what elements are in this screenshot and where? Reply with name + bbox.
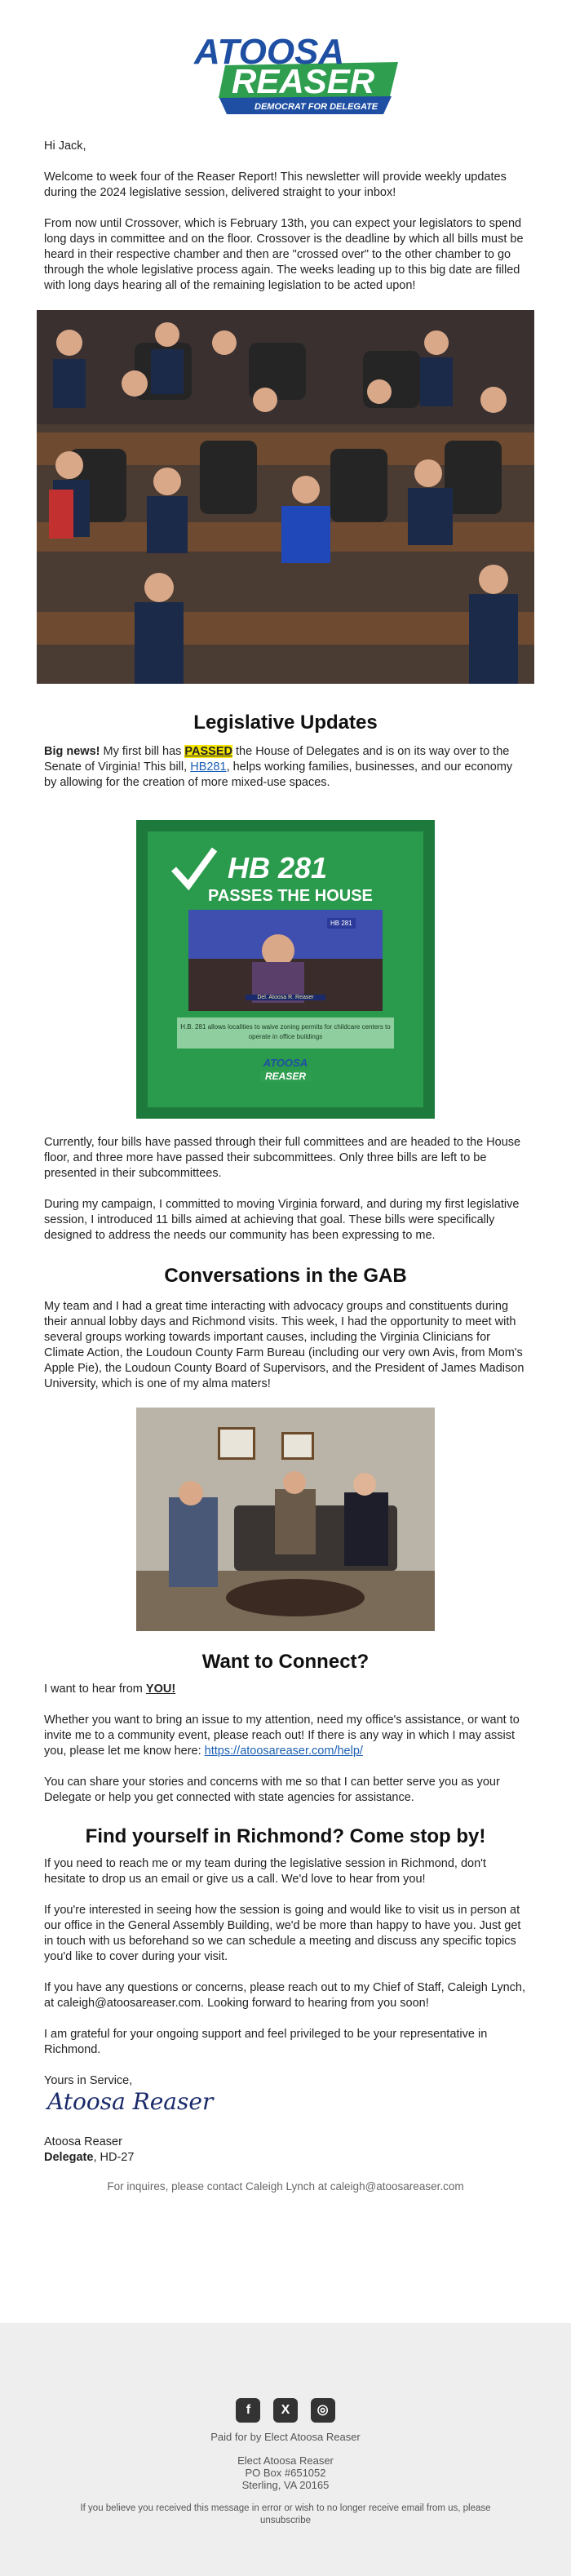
you-emphasis: YOU! (145, 1683, 176, 1696)
graphic-subtitle: PASSES THE HOUSE (208, 887, 373, 905)
instagram-icon[interactable]: ◎ (311, 2398, 335, 2423)
logo-name-bottom: REASER (232, 62, 375, 100)
want-to-hear-line (44, 1682, 527, 1697)
logo-graphic (0, 0, 571, 139)
share-stories-paragraph: You can share your stories and concerns with me so that I can better serve you as your Delegate or help you get connected with state agencies for assistance. (44, 1776, 500, 1804)
legislative-updates-continued (0, 1135, 571, 1244)
signer-title-bold: Delegate (44, 2151, 94, 2164)
bill-announcement (44, 744, 527, 791)
inquiries-line: For inquires, please contact Caleigh Lynch at caleigh@atoosareaser.com (107, 2180, 464, 2192)
richmond-section (0, 1856, 571, 2194)
reach-out-paragraph (44, 1713, 527, 1759)
signature: Atoosa Reaser (47, 2088, 214, 2115)
social-links (0, 2398, 571, 2423)
section-title-richmond: Find yourself in Richmond? Come stop by! (85, 1825, 486, 1847)
footer (0, 2323, 571, 2576)
signer-name: Atoosa Reaser (44, 2135, 122, 2148)
address-line-2: PO Box #651052 (245, 2467, 326, 2479)
greeting: Hi Jack, (44, 140, 86, 153)
announcement-text-b: the House of Delegates and is on its way over to the Senate of Virginia! This bill, (44, 745, 510, 774)
x-icon[interactable]: X (273, 2398, 298, 2423)
address-line-1: Elect Atoosa Reaser (237, 2454, 334, 2467)
campaign-logo (0, 0, 571, 139)
reach-out-text: Whether you want to bring an issue to my attention, need my office's assistance, or want to invite me to a community event, please reach out! If there is any way in which I may assist you, please let me know here: (44, 1714, 520, 1758)
logo-tagline: DEMOCRAT FOR DELEGATE (255, 102, 378, 112)
passed-highlight: PASSED (184, 745, 232, 758)
unsubscribe-text[interactable]: If you believe you received this message in error or wish to no longer receive email from us, please unsubscribe (80, 2503, 491, 2525)
meeting-photo (136, 1408, 435, 1631)
logo-name-top: ATOOSA (194, 32, 345, 72)
want-to-hear-text: I want to hear from (44, 1683, 146, 1696)
house-chamber-photo (37, 310, 534, 684)
gab-paragraph: My team and I had a great time interacting with advocacy groups and constituents during their annual lobby days and Richmond visits. This week, I had the opportunity to meet with several groups working towards important causes, including the Virginia Clinicians for Climate Action, the Loudoun County Farm Bureau (including our very own Avis, from Mom's Apple Pie), the Loudoun County Board of Supervisors, and the President of James Madison University, which is one of my alma maters! (44, 1300, 525, 1390)
richmond-paragraph-2: If you're interested in seeing how the session is going and would like to visit us in person at our office in the General Assembly Building, we'd be more than happy to have you. Just get in touch with us beforehand so we can schedule a meeting and discuss any specific topics you'd like to cover during your visit. (44, 1904, 521, 1963)
announcement-text-a: My first bill has (100, 745, 185, 758)
graphic-nameplate: Del. Atoosa R. Reaser (246, 995, 325, 1000)
hb281-link[interactable]: HB281 (190, 760, 227, 774)
closing: Yours in Service, (44, 2074, 133, 2087)
facebook-icon[interactable]: f (236, 2398, 260, 2423)
help-link[interactable]: https://atoosareaser.com/help/ (204, 1745, 363, 1758)
bills-progress-paragraph: Currently, four bills have passed through their full committees and are headed to the House floor, and three more have passed their subcommittees. Only three bills are left to be presented in their subcommittees. (44, 1136, 521, 1180)
section-title-gab: Conversations in the GAB (164, 1265, 407, 1287)
signer-title (44, 2150, 527, 2166)
richmond-paragraph-3: If you have any questions or concerns, please reach out to my Chief of Staff, Caleigh Lynch, at caleigh@atoosareaser.com. Looking forward to hearing from you soon! (44, 1981, 526, 2010)
richmond-paragraph-4: I am grateful for your ongoing support and feel privileged to be your representative in Richmond. (44, 2028, 488, 2056)
intro-paragraph-2: From now until Crossover, which is February 13th, you can expect your legislators to spend long days in committee and on the floor. Crossover is the deadline by which all bills must be heard in their respective chamber and then are "crossed over" to the other chamber to go through the whole legislative process again. The weeks leading up to this big date are filled with long days hearing all of the remaining legislation to be acted upon! (44, 217, 524, 292)
gab-section (0, 1299, 571, 1392)
address-line-3: Sterling, VA 20165 (241, 2479, 330, 2491)
graphic-logo-bottom: REASER (260, 1071, 311, 1082)
connect-section (0, 1682, 571, 1806)
graphic-bill-number: HB 281 (228, 851, 328, 885)
legislative-updates-section (0, 744, 571, 791)
paid-for-line: Paid for by Elect Atoosa Reaser (210, 2431, 361, 2443)
graphic-caption: H.B. 281 allows localities to waive zoning permits for childcare centers to operate in office buildings (177, 1018, 394, 1049)
signer-district: , HD-27 (93, 2151, 135, 2164)
announcement-text-c: , helps working families, businesses, and our economy by allowing for the creation of more mixed-use spaces. (44, 760, 513, 789)
graphic-delegate-photo (188, 910, 383, 1011)
intro-section (0, 139, 571, 294)
big-news-label: Big news! (44, 745, 100, 758)
hb281-graphic (136, 820, 435, 1119)
campaign-commitment-paragraph: During my campaign, I committed to moving Virginia forward, and during my first legislative session, I introduced 11 bills aimed at achieving that goal. These bills were specifically designed to address the needs our community has been expressing to me. (44, 1198, 520, 1242)
section-title-legislative-updates: Legislative Updates (193, 712, 378, 734)
graphic-logo (136, 1057, 435, 1084)
section-title-connect: Want to Connect? (201, 1651, 370, 1673)
checkmark-icon (169, 845, 218, 893)
graphic-logo-top: ATOOSA (263, 1057, 308, 1069)
richmond-paragraph-1: If you need to reach me or my team during the legislative session in Richmond, don't hesitate to drop us an email or give us a call. We'd love to hear from you! (44, 1857, 486, 1886)
intro-paragraph-1: Welcome to week four of the Reaser Report! This newsletter will provide weekly updates during the 2024 legislative session, delivered straight to your inbox! (44, 171, 507, 199)
graphic-badge: HB 281 (327, 918, 356, 929)
